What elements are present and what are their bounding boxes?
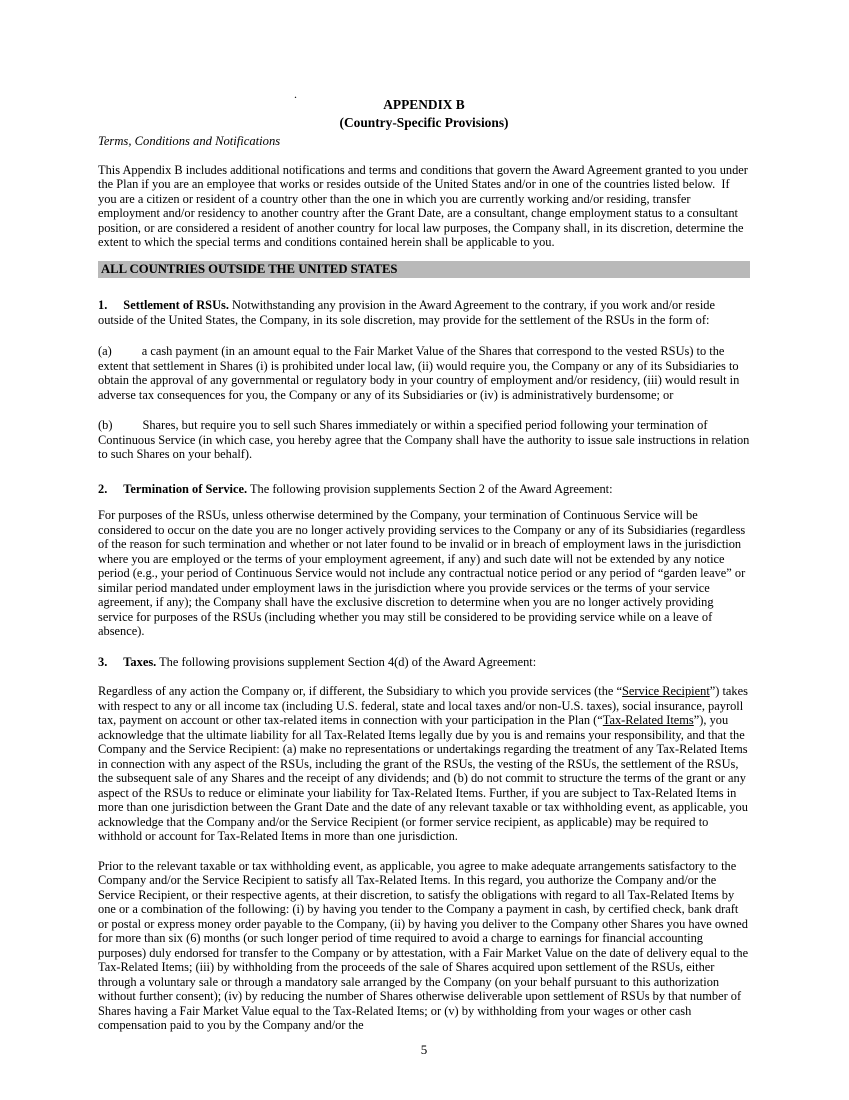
section-1-number: 1. bbox=[98, 298, 108, 312]
clause-b-label: (b) bbox=[98, 418, 113, 432]
section-1-heading bbox=[98, 298, 750, 327]
taxes-p1-seg1: Regardless of any action the Company or, if different, the Subsidiary to which you provide services (the “ bbox=[98, 684, 623, 698]
clause-a bbox=[98, 344, 750, 402]
stray-mark: . bbox=[294, 87, 297, 101]
clause-a-label: (a) bbox=[98, 344, 112, 358]
section-3-number: 3. bbox=[98, 654, 108, 669]
taxes-p1-seg3: ”), you acknowledge that the ultimate liability for all Tax-Related Items legally due by you is and remains your responsibility, and that the Company and the Service Recipient: (a) make no representations or undertakings regarding the treatment of any Tax-Related Items in connection with any aspect of the RSUs, including the grant of the RSUs, the vesting of the RSUs, the settlement of the RSUs, the subsequent sale of any Shares and the receipt of any dividends; and (b) do not commit to structure the terms of the grant or any aspect of the RSUs to reduce or eliminate your liability for Tax-Related Items. Further, if you are subject to Tax-Related Items in more than one jurisdiction between the Grant Date and the date of any relevant taxable or tax withholding event, as applicable, you acknowledge that the Company and/or the Service Recipient (or former service recipient, as applicable) may be required to withhold or account for Tax-Related Items in more than one jurisdiction. bbox=[98, 713, 752, 843]
section-3-lead: The following provisions supplement Section 4(d) of the Award Agreement: bbox=[156, 654, 537, 669]
taxes-paragraph-2: Prior to the relevant taxable or tax withholding event, as applicable, you agree to make adequate arrangements satisfactory to the Company and/or the Service Recipient to satisfy all Tax-Related Items. In this regard, you authorize the Company and/or the Service Recipient, or their respective agents, at their discretion, to satisfy the obligations with regard to all Tax-Related Items by one or a combination of the following: (i) by having you tender to the Company a payment in cash, by certified check, bank draft or postal or express money order payable to the Company, (ii) by having you deliver to the Company other Shares you have owned for more than six (6) months (or such longer period of time required to avoid a charge to earnings for financial accounting purposes) duly endorsed for transfer to the Company or by attestation, with a Fair Market Value on the date of delivery equal to the Tax-Related Items; (iii) by withholding from the proceeds of the sale of Shares acquired upon settlement of the RSUs, either through a voluntary sale or through a mandatory sale arranged by the Company (on your behalf pursuant to this authorization without further consent); (iv) by reducing the number of Shares otherwise deliverable upon settlement of RSUs by that number of Shares having a Fair Market Value equal to the Tax-Related Items; or (v) by withholding from your wages or other cash compensation paid to you by the Company and/or the bbox=[98, 858, 751, 1032]
appendix-subtitle: (Country-Specific Provisions) bbox=[339, 115, 509, 130]
section-2-title: Termination of Service. bbox=[123, 481, 248, 496]
section-2-paragraph: For purposes of the RSUs, unless otherwise determined by the Company, your termination of Continuous Service will be considered to occur on the date you are no longer actively providing services to the Company or any of its Subsidiaries (regardless of the reason for such termination and whether or not later found to be invalid or in breach of employment laws in the jurisdiction where you are employed or the terms of your employment agreement, if any) and such date will not be extended by any notice period (e.g., your period of Continuous Service would not include any contractual notice period or any period of “garden leave” or similar period mandated under employment laws in the jurisdiction where you provide services or the terms of your service agreement, if any); the Company shall have the exclusive discretion to determine when you are no longer actively providing service for purposes of the RSUs (including whether you may still be considered to be providing service while on a leave of absence). bbox=[98, 508, 749, 638]
section-1-lead: Notwithstanding any provision in the Award Agreement to the contrary, if you work and/or reside outside of the United States, the Company, in its sole discretion, may provide for the settlement of the RSUs in the form of: bbox=[98, 298, 719, 327]
intro-paragraph: This Appendix B includes additional notifications and terms and conditions that govern the Award Agreement granted to you under the Plan if you are an employee that works or resides outside of the United States and/or in one of the countries listed below. If you are a citizen or resident of a country other than the one in which you are currently working and/or residing, transfer employment and/or residency to another country after the Grant Date, are a consultant, change employment status to a consultant position, or are considered a resident of another country for local law purposes, the Company shall, in its discretion, determine the extent to which the special terms and conditions contained herein shall be applicable to you. bbox=[98, 162, 752, 249]
section-2-heading bbox=[98, 482, 750, 497]
tagline: Terms, Conditions and Notifications bbox=[98, 134, 281, 148]
taxes-paragraph-1 bbox=[98, 684, 750, 844]
section-3-heading bbox=[98, 655, 750, 670]
clause-b-text: Shares, but require you to sell such Shares immediately or within a specified period following your termination of Continuous Service (in which case, you hereby agree that the Company shall have the authority to issue sale instructions in relation to such Shares on your behalf). bbox=[98, 418, 753, 461]
section-3-title: Taxes. bbox=[123, 654, 157, 669]
taxes-p1-term-tax-related-items: Tax-Related Items bbox=[602, 713, 694, 727]
clause-a-text: a cash payment (in an amount equal to the Fair Market Value of the Shares that correspond to the vested RSUs) to the extent that settlement in Shares (i) is prohibited under local law, (ii) would require you, the Company or any of its Subsidiaries to obtain the approval of any governmental or regulatory body in your country of employment and/or residency, (iii) would result in adverse tax consequences for you, the Company or any of its Subsidiaries or (iv) is administratively burdensome; or bbox=[98, 344, 743, 402]
taxes-p1-seg2: ”) takes with respect to any or all income tax (including U.S. federal, state and local taxes and/or non-U.S. taxes), social insurance, payroll tax, payment on account or other tax-related items in connection with your participation in the Plan (“ bbox=[98, 684, 752, 727]
section-banner: ALL COUNTRIES OUTSIDE THE UNITED STATES bbox=[98, 261, 750, 279]
taxes-p1-term-service-recipient: Service Recipient bbox=[622, 684, 710, 698]
section-1-title: Settlement of RSUs. bbox=[123, 298, 229, 312]
content-column bbox=[98, 0, 753, 1057]
section-2-lead: The following provision supplements Section 2 of the Award Agreement: bbox=[247, 481, 613, 496]
section-2-number: 2. bbox=[98, 481, 108, 496]
appendix-title: APPENDIX B bbox=[383, 97, 465, 112]
title-block bbox=[98, 96, 750, 132]
page-number: 5 bbox=[420, 1041, 428, 1057]
clause-b bbox=[98, 418, 753, 462]
